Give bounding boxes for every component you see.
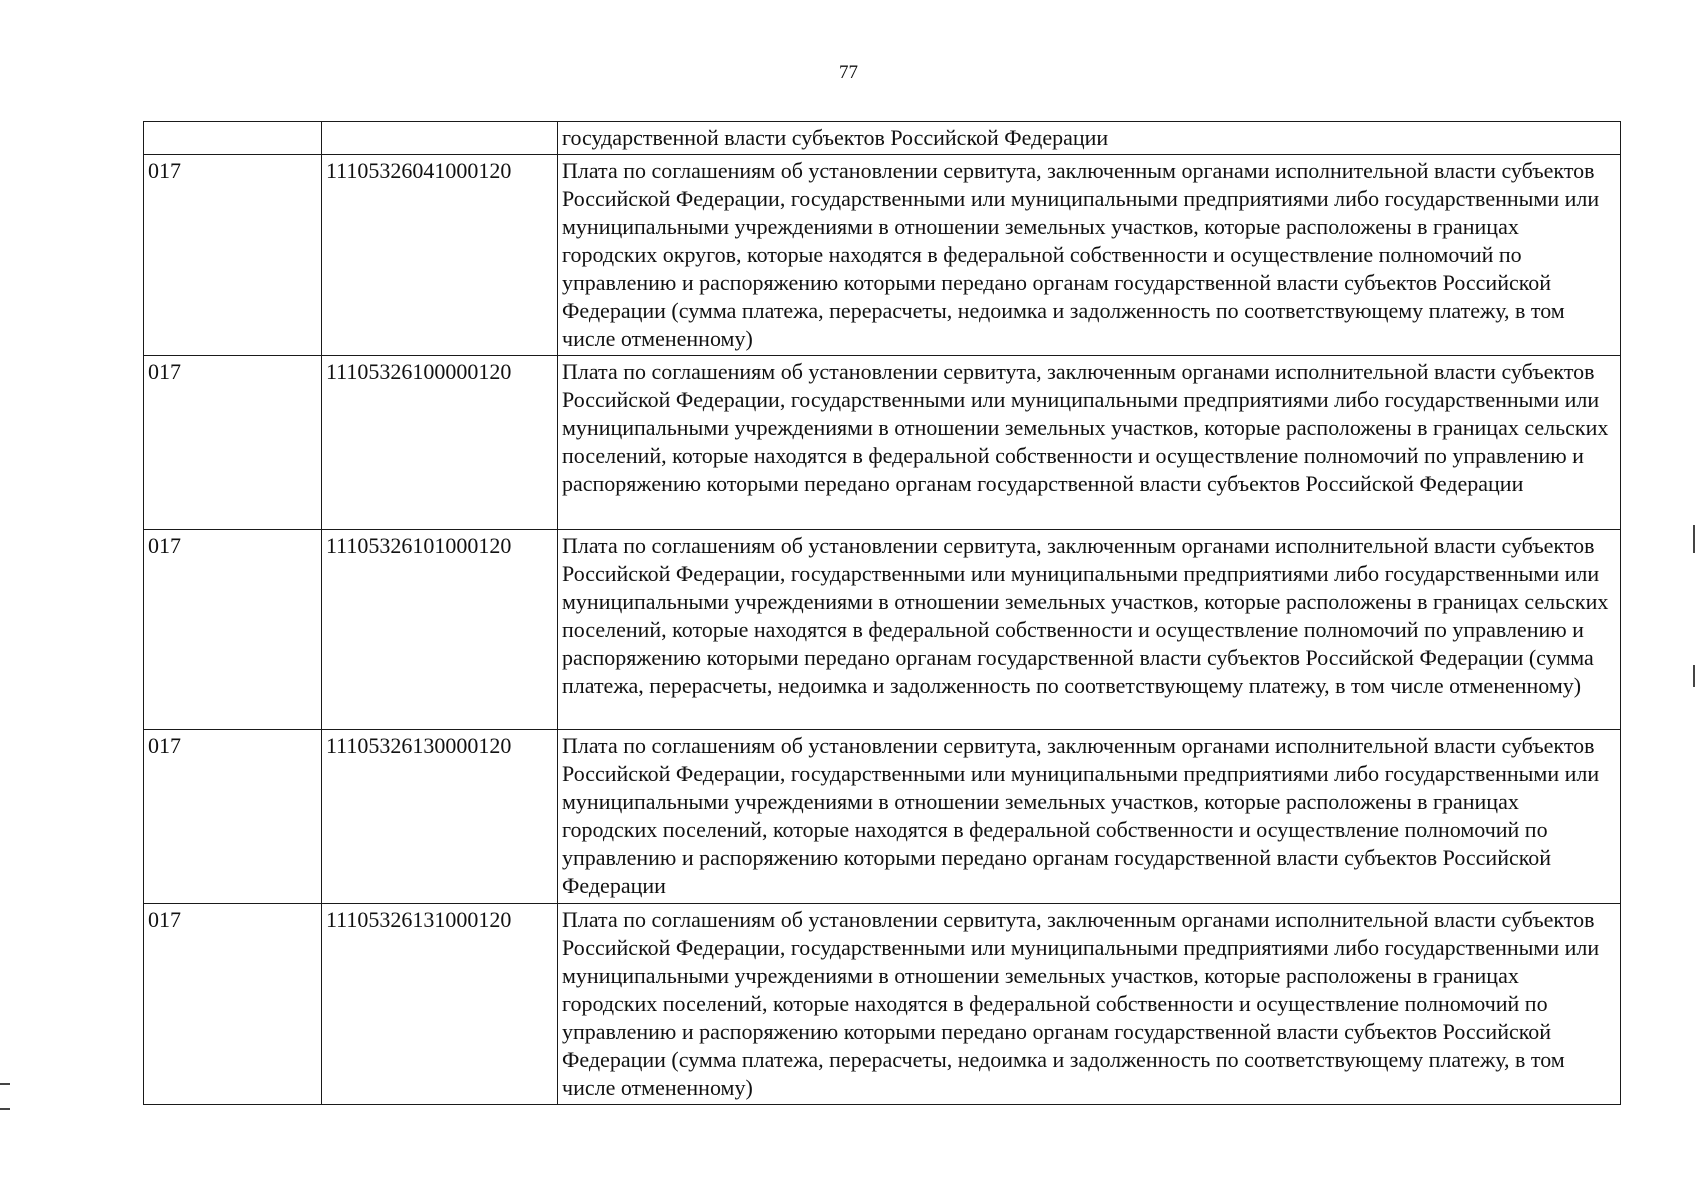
budget-code-cell	[322, 122, 558, 155]
budget-code-table	[143, 121, 1621, 1105]
admin-code-cell	[144, 122, 322, 155]
description-cell: Плата по соглашениям об установлении сервитута, заключенным органами исполнительной власти субъектов Российской Федерации, государственными или муниципальными предприятиями либо государственными или муниципальными учреждениями в отношении земельных участков, которые расположены в границах городских округов, которые находятся в федеральной собственности и осуществление полномочий по управлению и распоряжению которыми передано органам государственной власти субъектов Российской Федерации (сумма платежа, перерасчеты, недоимка и задолженность по соответствующему платежу, в том числе отмененному)	[558, 155, 1621, 356]
budget-code-cell: 11105326041000120	[322, 155, 558, 356]
table-row	[144, 155, 1621, 356]
description-cell: государственной власти субъектов Российской Федерации	[558, 122, 1621, 155]
budget-code-cell: 11105326130000120	[322, 730, 558, 904]
table-row	[144, 122, 1621, 155]
description-cell: Плата по соглашениям об установлении сервитута, заключенным органами исполнительной власти субъектов Российской Федерации, государственными или муниципальными предприятиями либо государственными или муниципальными учреждениями в отношении земельных участков, которые расположены в границах сельских поселений, которые находятся в федеральной собственности и осуществление полномочий по управлению и распоряжению которыми передано органам государственной власти субъектов Российской Федерации	[558, 356, 1621, 530]
scan-edge-mark	[1693, 525, 1695, 553]
table-row	[144, 904, 1621, 1105]
admin-code-cell: 017	[144, 904, 322, 1105]
scan-edge-mark	[0, 1108, 10, 1110]
budget-code-cell: 11105326101000120	[322, 530, 558, 730]
description-cell: Плата по соглашениям об установлении сервитута, заключенным органами исполнительной власти субъектов Российской Федерации, государственными или муниципальными предприятиями либо государственными или муниципальными учреждениями в отношении земельных участков, которые расположены в границах городских поселений, которые находятся в федеральной собственности и осуществление полномочий по управлению и распоряжению которыми передано органам государственной власти субъектов Российской Федерации	[558, 730, 1621, 904]
budget-code-cell: 11105326100000120	[322, 356, 558, 530]
description-cell: Плата по соглашениям об установлении сервитута, заключенным органами исполнительной власти субъектов Российской Федерации, государственными или муниципальными предприятиями либо государственными или муниципальными учреждениями в отношении земельных участков, которые расположены в границах сельских поселений, которые находятся в федеральной собственности и осуществление полномочий по управлению и распоряжению которыми передано органам государственной власти субъектов Российской Федерации (сумма платежа, перерасчеты, недоимка и задолженность по соответствующему платежу, в том числе отмененному)	[558, 530, 1621, 730]
scan-edge-mark	[1693, 665, 1695, 687]
admin-code-cell: 017	[144, 530, 322, 730]
page-number: 77	[839, 62, 858, 83]
table-row	[144, 730, 1621, 904]
admin-code-cell: 017	[144, 155, 322, 356]
budget-code-cell: 11105326131000120	[322, 904, 558, 1105]
admin-code-cell: 017	[144, 356, 322, 530]
table-row	[144, 530, 1621, 730]
description-cell: Плата по соглашениям об установлении сервитута, заключенным органами исполнительной власти субъектов Российской Федерации, государственными или муниципальными предприятиями либо государственными или муниципальными учреждениями в отношении земельных участков, которые расположены в границах городских поселений, которые находятся в федеральной собственности и осуществление полномочий по управлению и распоряжению которыми передано органам государственной власти субъектов Российской Федерации (сумма платежа, перерасчеты, недоимка и задолженность по соответствующему платежу, в том числе отмененному)	[558, 904, 1621, 1105]
scan-edge-mark	[0, 1083, 10, 1085]
admin-code-cell: 017	[144, 730, 322, 904]
table-row	[144, 356, 1621, 530]
